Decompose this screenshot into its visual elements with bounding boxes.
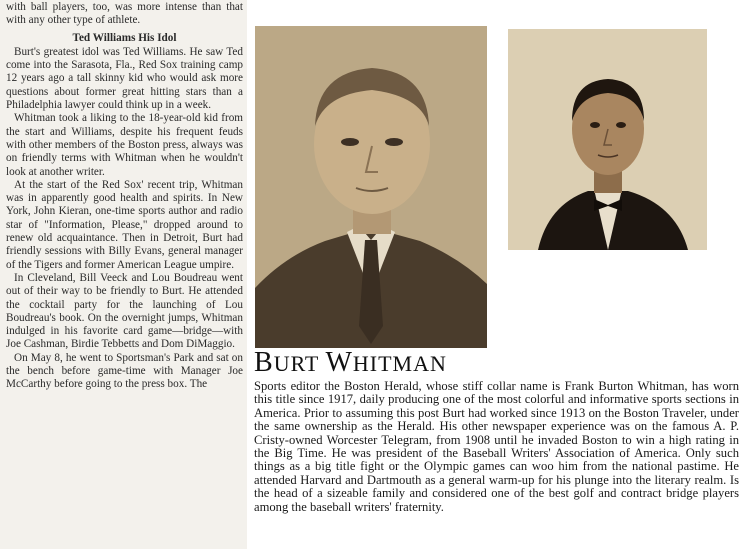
article-paragraph: On May 8, he went to Sportsman's Park and sat on the bench before game-time with Manager Joe McCarthy before going to the press box. The <box>6 351 243 391</box>
person-name-heading <box>254 347 494 377</box>
article-column <box>0 0 247 392</box>
portrait-photo-secondary <box>508 29 707 250</box>
article-subhead: Ted Williams His Idol <box>72 31 177 44</box>
article-paragraph: Burt's greatest idol was Ted Williams. He saw Ted come into the Sarasota, Fla., Red Sox training camp 12 years ago a tall skinny kid who would ask more questions about former great hitting stars than a Philadelphia lawyer could think up in a week. <box>6 45 243 112</box>
portrait-man-bowtie-icon <box>508 29 707 250</box>
article-paragraph: In Cleveland, Bill Veeck and Lou Boudreau went out of their way to be friendly to Burt. He attended the cocktail party for the launching of Lou Boudreau's book. On the overnight jumps, Whitman indulged in his favorite card game—bridge—with Joe Cashman, Birdie Tebbetts and Dom DiMaggio. <box>6 271 243 351</box>
name-initial: W <box>325 347 353 378</box>
portrait-man-suit-icon <box>255 26 487 348</box>
article-paragraph: At the start of the Red Sox' recent trip, Whitman was in apparently good health and spirits. In New York, John Kieran, one-time sports author and radio star of "Information, Please," dropped around to renew old acquaintance. Then in Detroit, Burt had friendly sessions with Billy Evans, general manager of the Tigers and former American League umpire. <box>6 178 243 271</box>
name-part: HITMAN <box>352 351 447 376</box>
name-part: URT <box>273 351 326 376</box>
name-initial: B <box>254 347 274 378</box>
portrait-photo-main <box>255 26 487 348</box>
biography-text: Sports editor the Boston Herald, whose stiff collar name is Frank Burton Whitman, has worn this title since 1917, daily producing one of the most colorful and informative sports sections in America. Prior to assuming this post Burt had worked since 1913 on the Boston Traveler, under the same ownership as the Herald. His other newspaper experience was on the famous A. P. Cristy-owned Worcester Telegram, from 1908 until he invaded Boston to win a high rating in the Big Time. He was president of the Baseball Writers' Association of America. Only such things as a big title fight or the Olympic games can woo him from the national pastime. He attended Harvard and Dartmouth as a general warm-up for his plunge into the literary realm. Is the head of a sizeable family and considered one of the best golf and contract bridge players among the baseball writers' fraternity. <box>254 380 739 514</box>
article-paragraph: Whitman took a liking to the 18-year-old kid from the start and Williams, despite his frequent feuds with other members of the Boston press, always was on friendly terms with Whitman when he wouldn't look at another writer. <box>6 112 243 178</box>
article-paragraph: with ball players, too, was more intense than that with any other type of athlete. <box>6 1 243 27</box>
newspaper-clipping <box>0 0 247 549</box>
